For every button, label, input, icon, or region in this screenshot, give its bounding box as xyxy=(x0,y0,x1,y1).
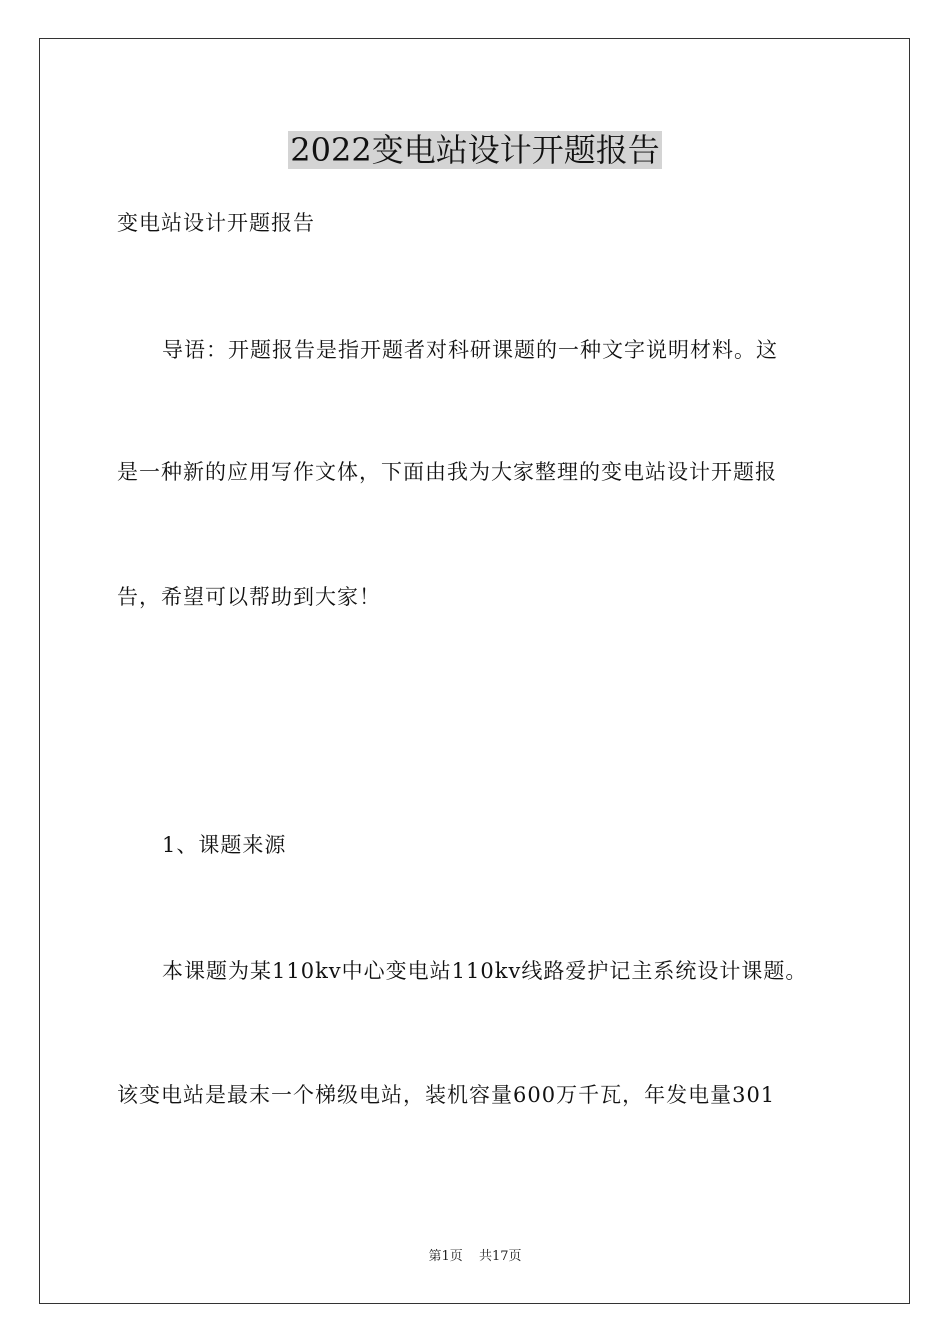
paragraph-line: 本课题为某110kv中心变电站110kv线路爱护记主系统设计课题。 xyxy=(162,959,808,983)
paragraph-line: 该变电站是最末一个梯级电站，装机容量600万千瓦，年发电量301 xyxy=(117,1083,776,1107)
page-footer xyxy=(0,1248,950,1266)
document-title-text: 2022变电站设计开题报告 xyxy=(290,131,660,169)
document-subtitle: 变电站设计开题报告 xyxy=(117,211,315,235)
section-heading: 1、课题来源 xyxy=(162,833,287,857)
paragraph-line: 告，希望可以帮助到大家！ xyxy=(117,585,381,609)
paragraph-line: 是一种新的应用写作文体，下面由我为大家整理的变电站设计开题报 xyxy=(117,460,777,484)
paragraph-line: 导语：开题报告是指开题者对科研课题的一种文字说明材料。这 xyxy=(162,338,778,362)
document-title xyxy=(0,128,950,172)
page-number: 第1页 xyxy=(428,1249,463,1264)
page-total: 共17页 xyxy=(478,1249,522,1264)
